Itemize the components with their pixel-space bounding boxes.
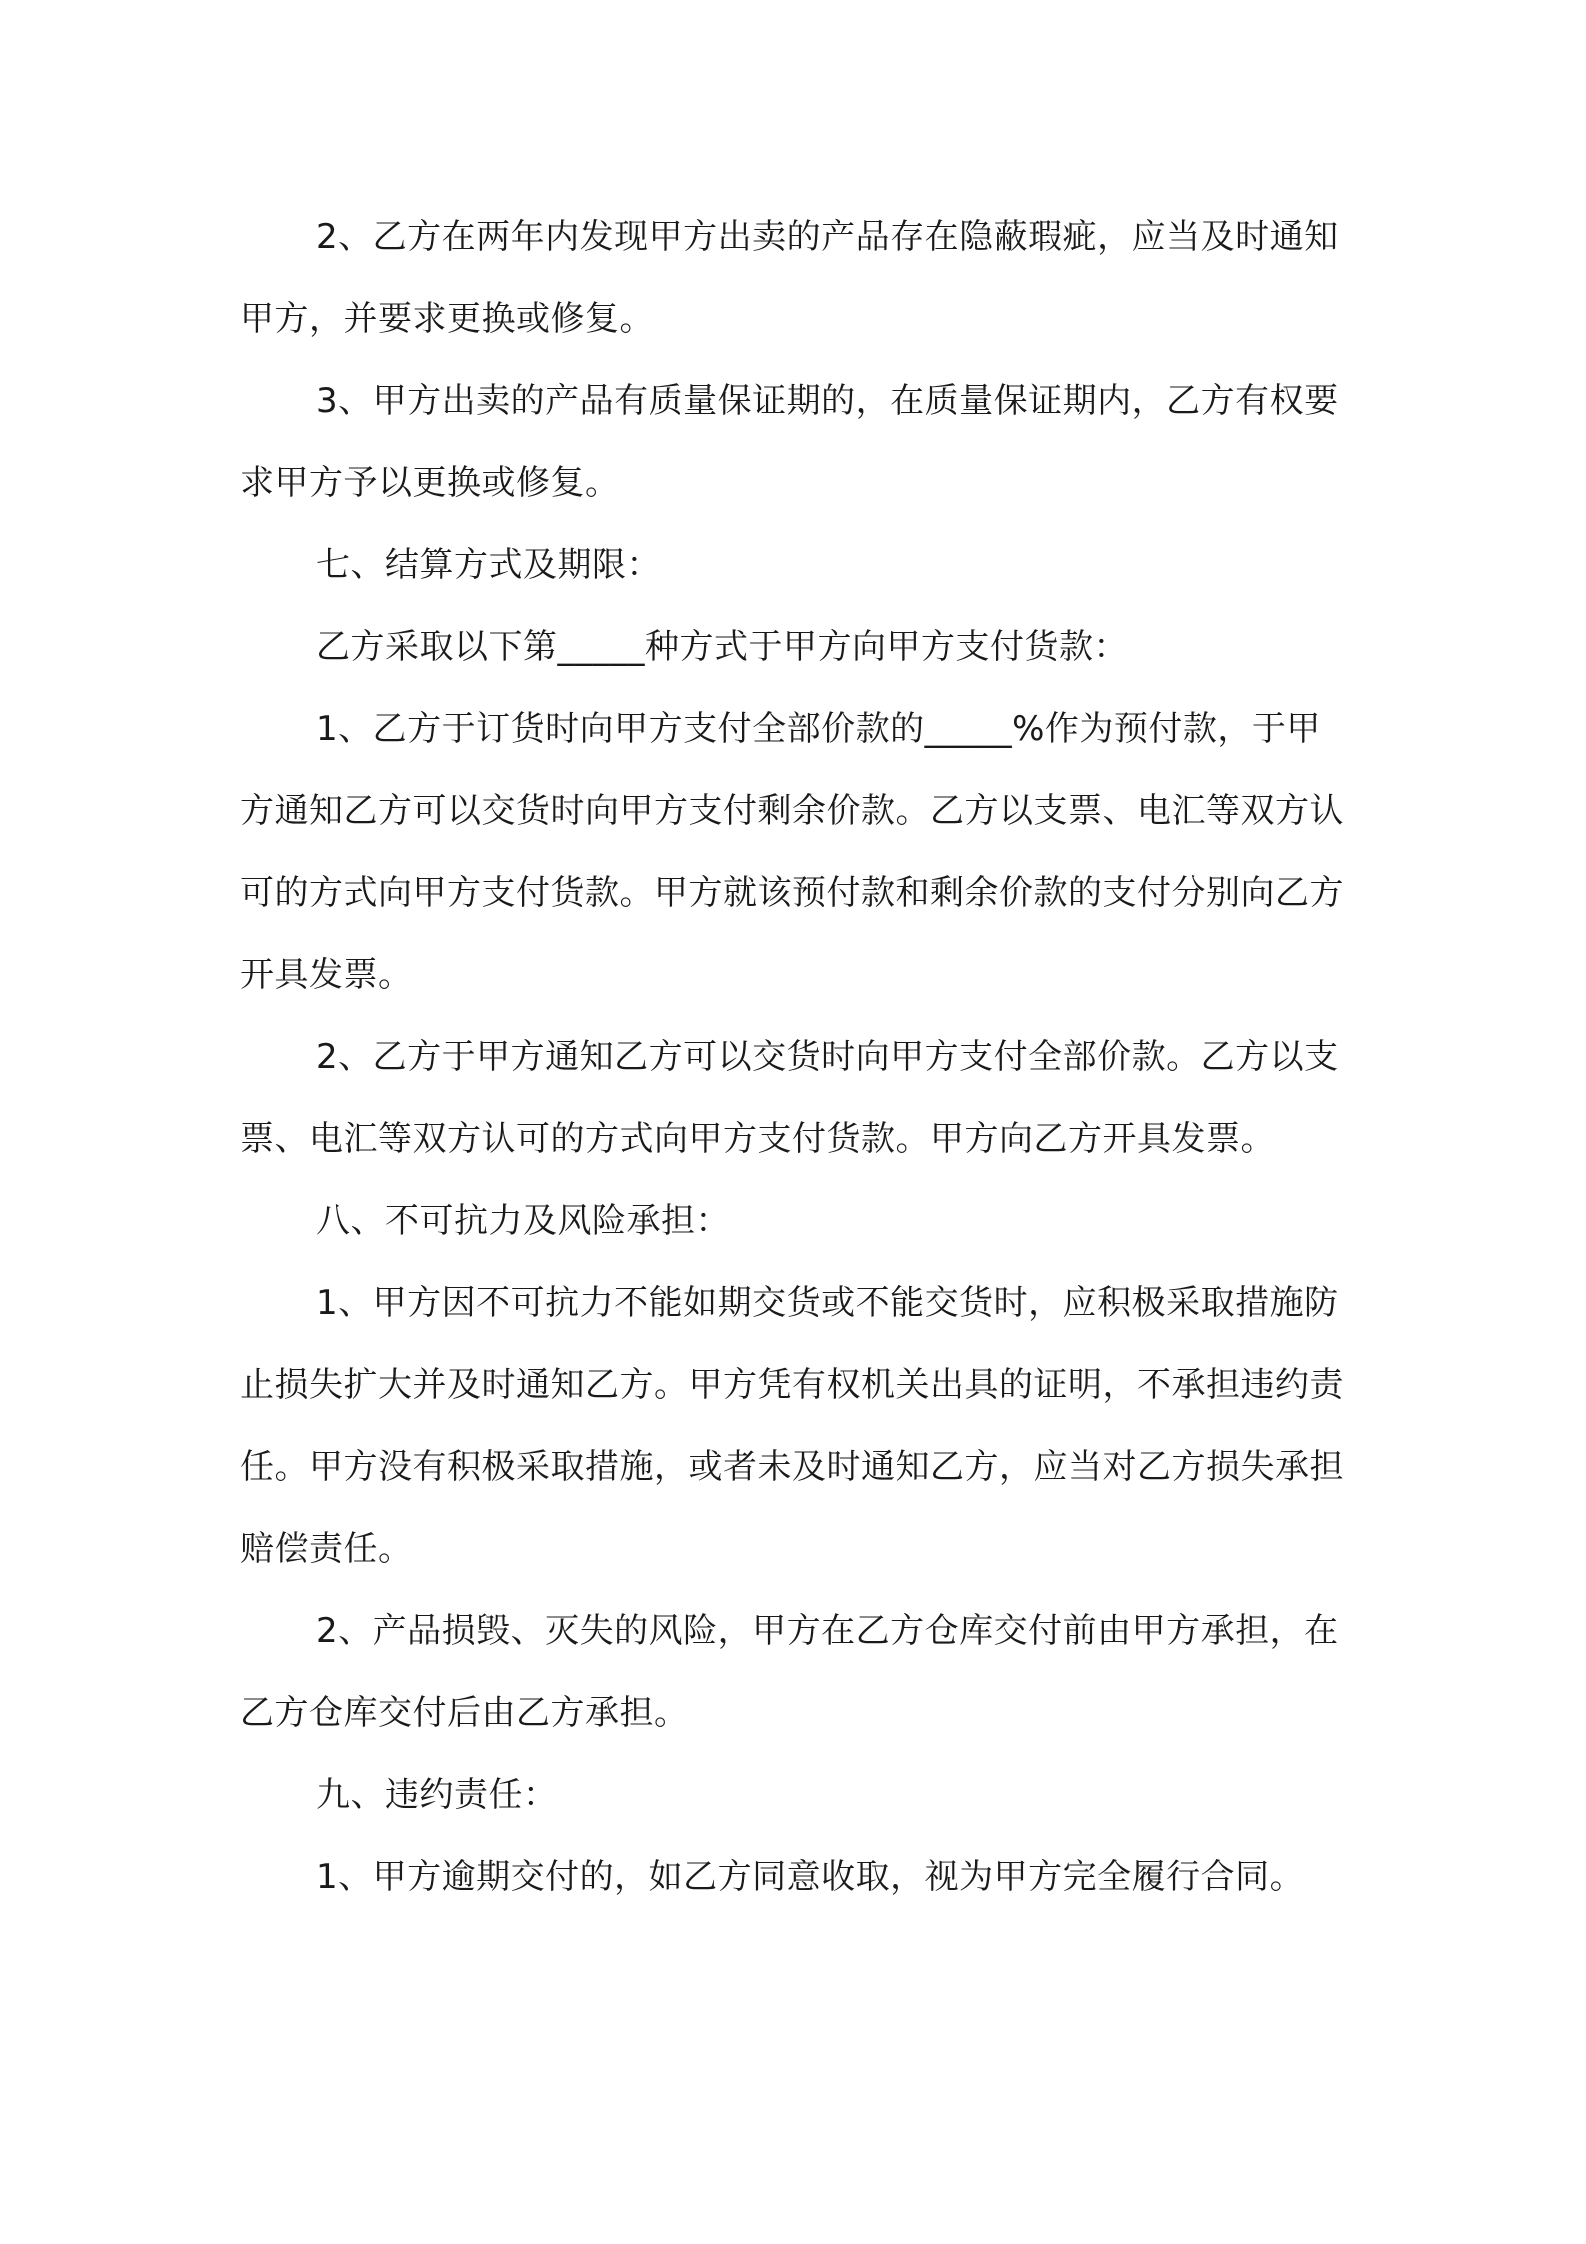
- paragraph-warranty-period: 3、甲方出卖的产品有质量保证期的，在质量保证期内，乙方有权要求甲方予以更换或修复。: [240, 381, 1339, 503]
- paragraph-late-delivery: 1、甲方逾期交付的，如乙方同意收取，视为甲方完全履行合同。: [316, 1857, 1305, 1897]
- paragraph-payment-method: 乙方采取以下第_____种方式于甲方向甲方支付货款：: [316, 627, 1128, 667]
- document-body: [240, 196, 1352, 1918]
- paragraph-defect-notice: 2、乙方在两年内发现甲方出卖的产品存在隐蔽瑕疵，应当及时通知甲方，并要求更换或修复。: [240, 217, 1339, 339]
- paragraph-prepayment: 1、乙方于订货时向甲方支付全部价款的_____%作为预付款，于甲方通知乙方可以交货时向甲方支付剩余价款。乙方以支票、电汇等双方认可的方式向甲方支付货款。甲方就该预付款和剩余价款的支付分别向乙方开具发票。: [240, 709, 1344, 995]
- section-heading-liability: 九、违约责任：: [316, 1775, 558, 1815]
- section-heading-force-majeure: 八、不可抗力及风险承担：: [316, 1201, 730, 1241]
- paragraph-force-majeure: 1、甲方因不可抗力不能如期交货或不能交货时，应积极采取措施防止损失扩大并及时通知乙方。甲方凭有权机关出具的证明，不承担违约责任。甲方没有积极采取措施，或者未及时通知乙方，应当对乙方损失承担赔偿责任。: [240, 1283, 1344, 1569]
- section-heading-settlement: 七、结算方式及期限：: [316, 545, 661, 585]
- paragraph-full-payment: 2、乙方于甲方通知乙方可以交货时向甲方支付全部价款。乙方以支票、电汇等双方认可的方式向甲方支付货款。甲方向乙方开具发票。: [240, 1037, 1339, 1159]
- paragraph-risk-transfer: 2、产品损毁、灭失的风险，甲方在乙方仓库交付前由甲方承担，在乙方仓库交付后由乙方承担。: [240, 1611, 1339, 1733]
